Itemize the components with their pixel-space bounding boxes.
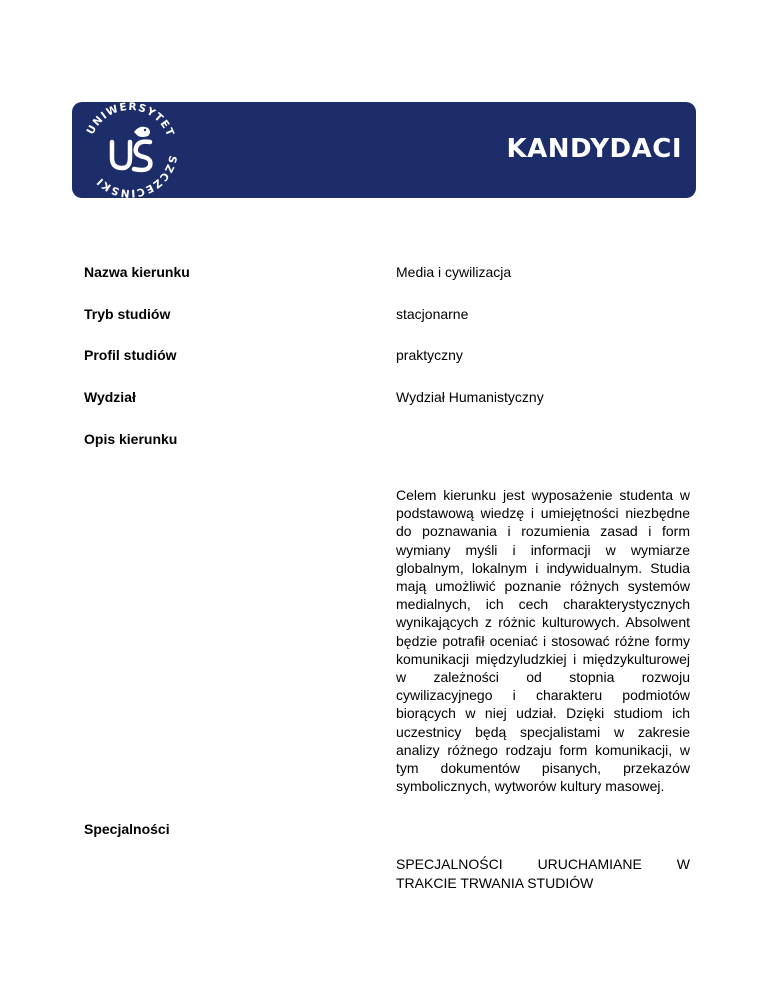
header-banner [72, 102, 696, 198]
description-text: Celem kierunku jest wyposażenie studenta w podstawową wiedzę i umiejętności niezbędne do poznawania i rozumienia zasad i form wymiany myśli i informacji w wymiarze globalnym, lokalnym i indywidualnym. Studia mają umożliwić poznanie różnych systemów medialnych, ich cech charakterystycznych wynikających z różnic kulturowych. Absolwent będzie potrafił oceniać i stosować różne formy komunikacji międzyludzkiej i międzykulturowej w zależności od stopnia rozwoju cywilizacyjnego i charakteru podmiotów biorących w niej udział. Dzięki studiom ich uczestnicy będą specjalistami w zakresie analizy różnego rodzaju form komunikacji, w tym dokumentów pisanych, przekazów symbolicznych, wytworów kultury masowej. [396, 487, 690, 795]
field-label-study-profile: Profil studiów [84, 347, 177, 363]
specializations-label: Specjalności [84, 821, 170, 837]
field-value-faculty: Wydział Humanistyczny [396, 389, 544, 405]
specializations-value: SPECJALNOŚCI URUCHAMIANE W TRAKCIE TRWANIA STUDIÓW [396, 856, 690, 891]
svg-text:UNIWERSYTET: UNIWERSYTET [84, 102, 177, 139]
field-value-program-name: Media i cywilizacja [396, 264, 512, 280]
field-label-faculty: Wydział [84, 389, 136, 405]
field-value-study-profile: praktyczny [396, 347, 463, 363]
field-label-study-mode: Tryb studiów [84, 306, 171, 322]
description-label: Opis kierunku [84, 431, 178, 447]
field-value-study-mode: stacjonarne [396, 306, 469, 322]
banner-title: KANDYDACI [506, 134, 682, 164]
svg-text:SZCZECIŃSKI: SZCZECIŃSKI [94, 154, 179, 198]
field-label-program-name: Nazwa kierunku [84, 264, 190, 280]
